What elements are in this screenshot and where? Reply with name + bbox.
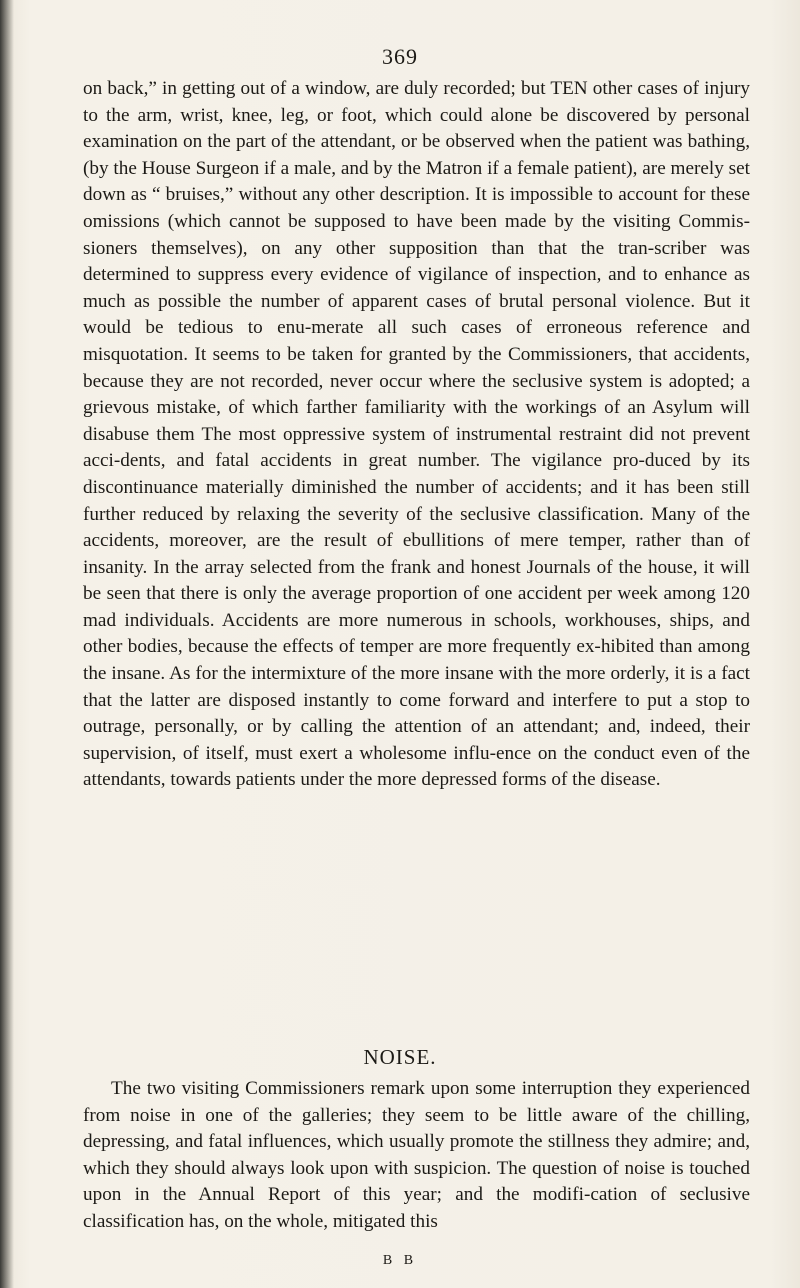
body-text-noise	[83, 1076, 750, 1236]
paragraph-accidents: on back,” in getting out of a window, are duly recorded; but TEN other cases of injury to the arm, wrist, knee, leg, or foot, which could alone be discovered by personal examination on the part of the attendant, or be observed when the patient was bathing, (by the House Surgeon if a male, and by the Matron if a female patient), are merely set down as “ bruises,” without any other description. It is impossible to account for these omissions (which cannot be supposed to have been made by the visiting Commis-sioners themselves), on any other supposition than that the tran-scriber was determined to suppress every evidence of vigilance of inspection, and to enhance as much as possible the number of apparent cases of brutal personal violence. But it would be tedious to enu-merate all such cases of erroneous reference and misquotation. It seems to be taken for granted by the Commissioners, that accidents, because they are not recorded, never occur where the seclusive system is adopted; a grievous mistake, of which farther familiarity with the workings of an Asylum will disabuse them The most oppressive system of instrumental restraint did not prevent acci-dents, and fatal accidents in great number. The vigilance pro-duced by its discontinuance materially diminished the number of accidents; and it has been still further reduced by relaxing the severity of the seclusive classification. Many of the accidents, moreover, are the result of ebullitions of mere temper, rather than of insanity. In the array selected from the frank and honest Journals of the house, it will be seen that there is only the average proportion of one accident per week among 120 mad individuals. Accidents are more numerous in schools, workhouses, ships, and other bodies, because the effects of temper are more frequently ex-hibited than among the insane. As for the intermixture of the more insane with the more orderly, it is a fact that the latter are disposed instantly to come forward and interfere to put a stop to outrage, personally, or by calling the attention of an attendant; and, indeed, their supervision, of itself, must exert a wholesome influ-ence on the conduct even of the attendants, towards patients under the more depressed forms of the disease.	[83, 78, 750, 791]
page-number: 369	[382, 44, 418, 69]
paragraph-noise: The two visiting Commissioners remark upon some interruption they experienced from noise in one of the galleries; they seem to be little aware of the chilling, depressing, and fatal influences, which usually promote the stillness they admire; and, which they should always look upon with suspicion. The question of noise is touched upon in the Annual Report of this year; and the modifi-cation of seclusive classification has, on the whole, mitigated this	[83, 1078, 750, 1232]
printer-signature-mark: B B	[382, 1253, 418, 1268]
body-text-continued	[83, 76, 750, 794]
binding-edge	[0, 0, 14, 1288]
section-heading-noise: NOISE.	[363, 1045, 437, 1069]
